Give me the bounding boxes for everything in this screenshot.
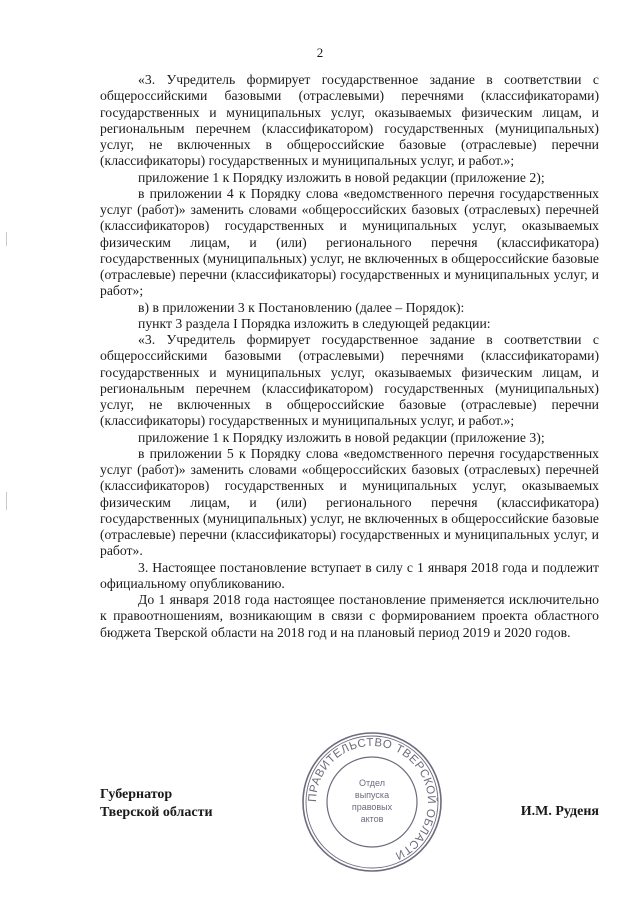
stamp-center-text: Отдел [358, 778, 386, 788]
signatory-title-line: Губернатор [100, 787, 173, 802]
page-number: 2 [316, 45, 324, 60]
stamp-center-text: выпуска [354, 790, 390, 800]
document-body [100, 72, 599, 641]
stamp-center-text: правовых [351, 802, 393, 812]
paragraph: До 1 января 2018 года настоящее постановление применяется исключительно к правоотношениям, возникающим в связи с формированием проекта областного бюджета Тверской области на 2018 год и на плановый период 2019 и 2020 годов. [100, 592, 599, 640]
stamp-ring-text: ПРАВИТЕЛЬСТВО ТВЕРСКОЙ ОБЛАСТИ [306, 736, 438, 862]
signature-block [100, 786, 599, 822]
paragraph: в) в приложении 3 к Постановлению (далее – Порядок): [138, 299, 465, 315]
paragraph: «3. Учредитель формирует государственное задание в соответствии с общероссийскими базовыми (отраслевыми) перечнями (классификаторами) государственных и муниципальных услуг, оказываемых физическим лицам, и региональным перечнем (классификатором) государственных (муниципальных) услуг, не включенных в общероссийские базовые (отраслевые) перечни (классификаторы) государственных и муниципальных услуг, и работ.»; [100, 72, 599, 169]
scan-margin-mark [6, 492, 7, 510]
paragraph: пункт 3 раздела I Порядка изложить в следующей редакции: [138, 315, 491, 331]
signatory-name: И.М. Руденя [520, 804, 599, 819]
scan-margin-mark [6, 232, 7, 246]
stamp-center-text: актов [360, 814, 384, 824]
paragraph: 3. Настоящее постановление вступает в силу с 1 января 2018 года и подлежит официальному опубликованию. [100, 559, 599, 591]
paragraph: в приложении 4 к Порядку слова «ведомственного перечня государственных услуг (работ)» заменить словами «общероссийских базовых (отраслевых) перечней (классификаторов) государственных и муниципальных услуг, оказываемых физическим лицам, и (или) регионального перечня (классификатора) государственных (муниципальных) услуг, не включенных в общероссийские базовые (отраслевые) перечни (классификаторы) государственных и муниципальных услуг, и работ»; [100, 185, 599, 299]
paragraph: приложение 1 к Порядку изложить в новой редакции (приложение 3); [138, 429, 545, 445]
paragraph: «3. Учредитель формирует государственное задание в соответствии с общероссийскими базовыми (отраслевыми) перечнями (классификаторами) государственных и муниципальных услуг, оказываемых физическим лицам, и региональным перечнем (классификатором) государственных (муниципальных) услуг, не включенных в общероссийские базовые (отраслевые) перечни (классификаторы) государственных и муниципальных услуг, и работ.»; [100, 332, 599, 429]
signatory-title [100, 786, 213, 821]
paragraph: приложение 1 к Порядку изложить в новой редакции (приложение 2); [138, 169, 545, 185]
signatory-title-line: Тверской области [100, 804, 213, 820]
paragraph: в приложении 5 к Порядку слова «ведомственного перечня государственных услуг (работ)» заменить словами «общероссийских базовых (отраслевых) перечней (классификаторов) государственных и муниципальных услуг, оказываемых физическим лицам, и (или) регионального перечня (классификатора) государственных (муниципальных) услуг, не включенных в общероссийские базовые (отраслевые) перечни (классификаторы) государственных и муниципальных услуг, и работ». [100, 445, 599, 559]
